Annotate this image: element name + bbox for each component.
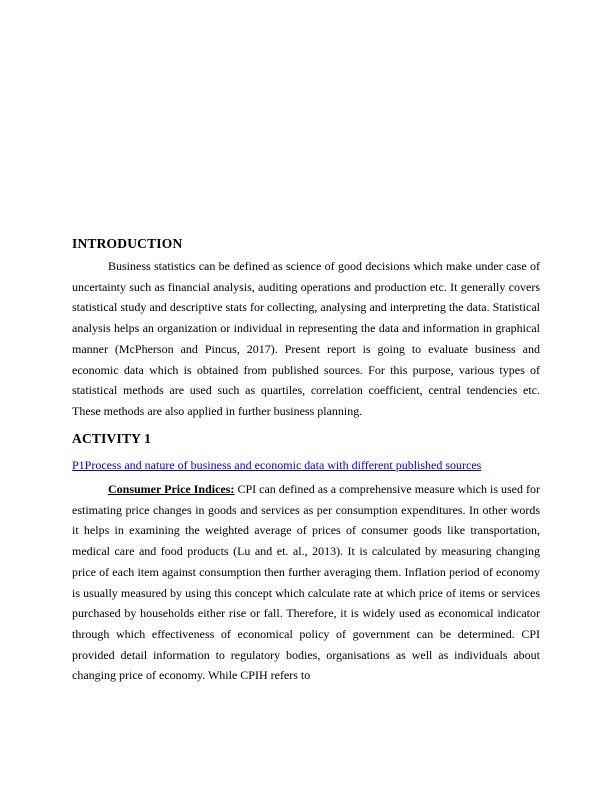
cpi-term: Consumer Price Indices: — [108, 482, 235, 496]
p1-section-link[interactable]: P1Process and nature of business and economic data with different published sources — [72, 458, 482, 472]
activity-1-heading: ACTIVITY 1 — [72, 431, 152, 446]
cpi-paragraph-text: CPI can defined as a comprehensive measure which is used for estimating price changes in goods and services as per consumption expenditures. In other words it helps in examining the weighted average of prices of consumer goods like transportation, medical care and food products (Lu and et. al., 2013). It is calculated by measuring changing price of each item against consumption then further averaging them. Inflation period of economy is usually measured by using this concept which calculate rate at which price of items or services purchased by households either rise or fall. Therefore, it is widely used as economical indicator through which effectiveness of economical policy of government can be determined. CPI provided detail information to regulatory bodies, organisations as well as individuals about changing price of economy. While CPIH refers to — [72, 482, 541, 683]
cpi-paragraph — [72, 479, 540, 686]
introduction-heading: INTRODUCTION — [72, 236, 183, 251]
introduction-paragraph: Business statistics can be defined as science of good decisions which make under case of uncertainty such as financial analysis, auditing operations and production etc. It generally covers statistical study and descriptive stats for collecting, analysing and interpreting the data. Statistical analysis helps an organization or individual in representing the data and information in graphical manner (McPherson and Pincus, 2017). Present report is going to evaluate business and economic data which is obtained from published sources. For this purpose, various types of statistical methods are used such as quartiles, correlation coefficient, central tendencies etc. These methods are also applied in further business planning. — [72, 259, 540, 418]
